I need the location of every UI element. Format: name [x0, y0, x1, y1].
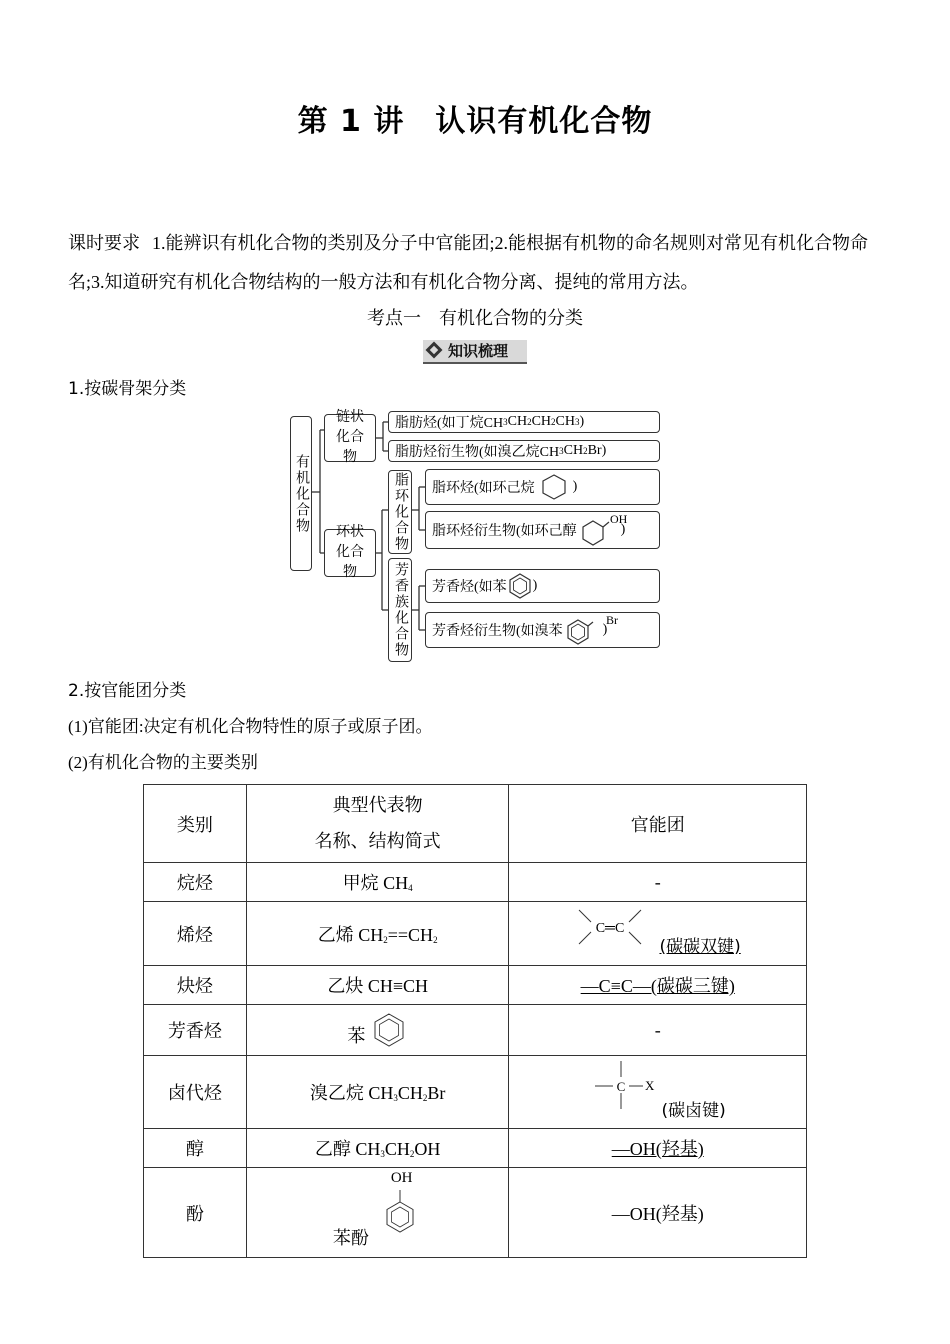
double-bond-structure [575, 906, 645, 952]
main-classes-caption: (2)有机化合物的主要类别 [68, 753, 258, 772]
leaf-aliphatic-derivative: 脂肪烃衍生物(如溴乙烷CH 3 CH 2 Br) [388, 440, 660, 462]
svg-text:C: C [617, 1079, 626, 1094]
leaf-alicyclic-derivative: 脂环烃衍生物(如环己醇 OH ) [425, 511, 660, 549]
carbon-skeleton-diagram [288, 408, 664, 664]
leaf-aliphatic-hydrocarbon: 脂肪烃(如丁烷CH 3 CH 2 CH 2 CH 3 ) [388, 411, 660, 433]
leaf-aromatic-hydrocarbon: 芳香烃(如苯 ) [425, 569, 660, 603]
table-row: 烷烃 甲烷 $CH_4$ - [144, 863, 807, 902]
header-functional-group: 官能团 [509, 785, 807, 863]
table-row: 炔烃 乙炔 CH≡CH —C≡C—(碳碳三键) [144, 966, 807, 1005]
table-row: 酚 苯酚 OH —OH(羟基) [144, 1168, 807, 1258]
hydroxyl-label: OH [610, 512, 628, 526]
part2-heading: 2.按官能团分类 [68, 681, 187, 701]
lesson-requirements [68, 224, 890, 301]
table-row: 卤代烃 溴乙烷 $CH_3CH_2Br$ C X (碳卤键) [144, 1056, 807, 1129]
carbon-halogen-structure [591, 1059, 661, 1115]
section-title: 考点一 有机化合物的分类 [367, 308, 583, 329]
phenol-structure [380, 1188, 420, 1248]
part1-heading: 1.按碳骨架分类 [68, 379, 187, 399]
alicyclic-compounds: 脂环化合物 [388, 470, 412, 554]
svg-text:C═C: C═C [596, 921, 625, 936]
bromobenzene-icon [565, 614, 603, 646]
leaf-alicyclic-hydrocarbon: 脂环烃(如环己烷 ) [425, 469, 660, 505]
table-row: 芳香烃 苯 - [144, 1005, 807, 1056]
knowledge-badge: 知识梳理 [423, 340, 527, 364]
haloalkane-group-cell: C X (碳卤键) [509, 1056, 807, 1129]
requirements-text: 1.能辨识有机化合物的类别及分子中官能团;2.能根据有机物的命名规则对常见有机化合物命名;3.知道研究有机化合物结构的一般方法和有机化合物分离、提纯的常用方法。 [68, 233, 868, 292]
phenol-oh-label: OH [390, 1170, 413, 1186]
organic-classes-table [143, 784, 807, 1258]
chain-compounds: 链状化合物 [324, 414, 376, 462]
leaf-aromatic-derivative: 芳香烃衍生物(如溴苯 Br ) [425, 612, 660, 648]
diamond-icon [426, 342, 443, 359]
header-category: 类别 [144, 785, 247, 863]
cyclohexane-icon [539, 472, 569, 502]
root-organic-compounds: 有机化合物 [290, 416, 312, 571]
table-row: 醇 乙醇 $CH_3CH_2OH$ —OH(羟基) [144, 1129, 807, 1168]
phenol-cell: 苯酚 OH [246, 1168, 509, 1258]
table-header-row [144, 785, 807, 863]
requirements-label: 课时要求 [68, 233, 140, 254]
bromine-label: Br [606, 613, 618, 627]
benzene-structure [370, 1012, 408, 1048]
header-representative: 典型代表物 名称、结构简式 [246, 785, 509, 863]
benzene-icon [507, 572, 533, 600]
ring-compounds: 环状化合物 [324, 529, 376, 577]
svg-text:X: X [645, 1078, 655, 1093]
aromatic-compounds: 芳香族化合物 [388, 558, 412, 662]
functional-group-definition: (1)官能团:决定有机化合物特性的原子或原子团。 [68, 717, 433, 736]
page-title: 第 1 讲 认识有机化合物 [297, 104, 653, 139]
table-row: 烯烃 乙烯 $CH_2==CH_2$ C═C (碳碳双键) [144, 902, 807, 966]
alkene-group-cell: C═C (碳碳双键) [509, 902, 807, 966]
